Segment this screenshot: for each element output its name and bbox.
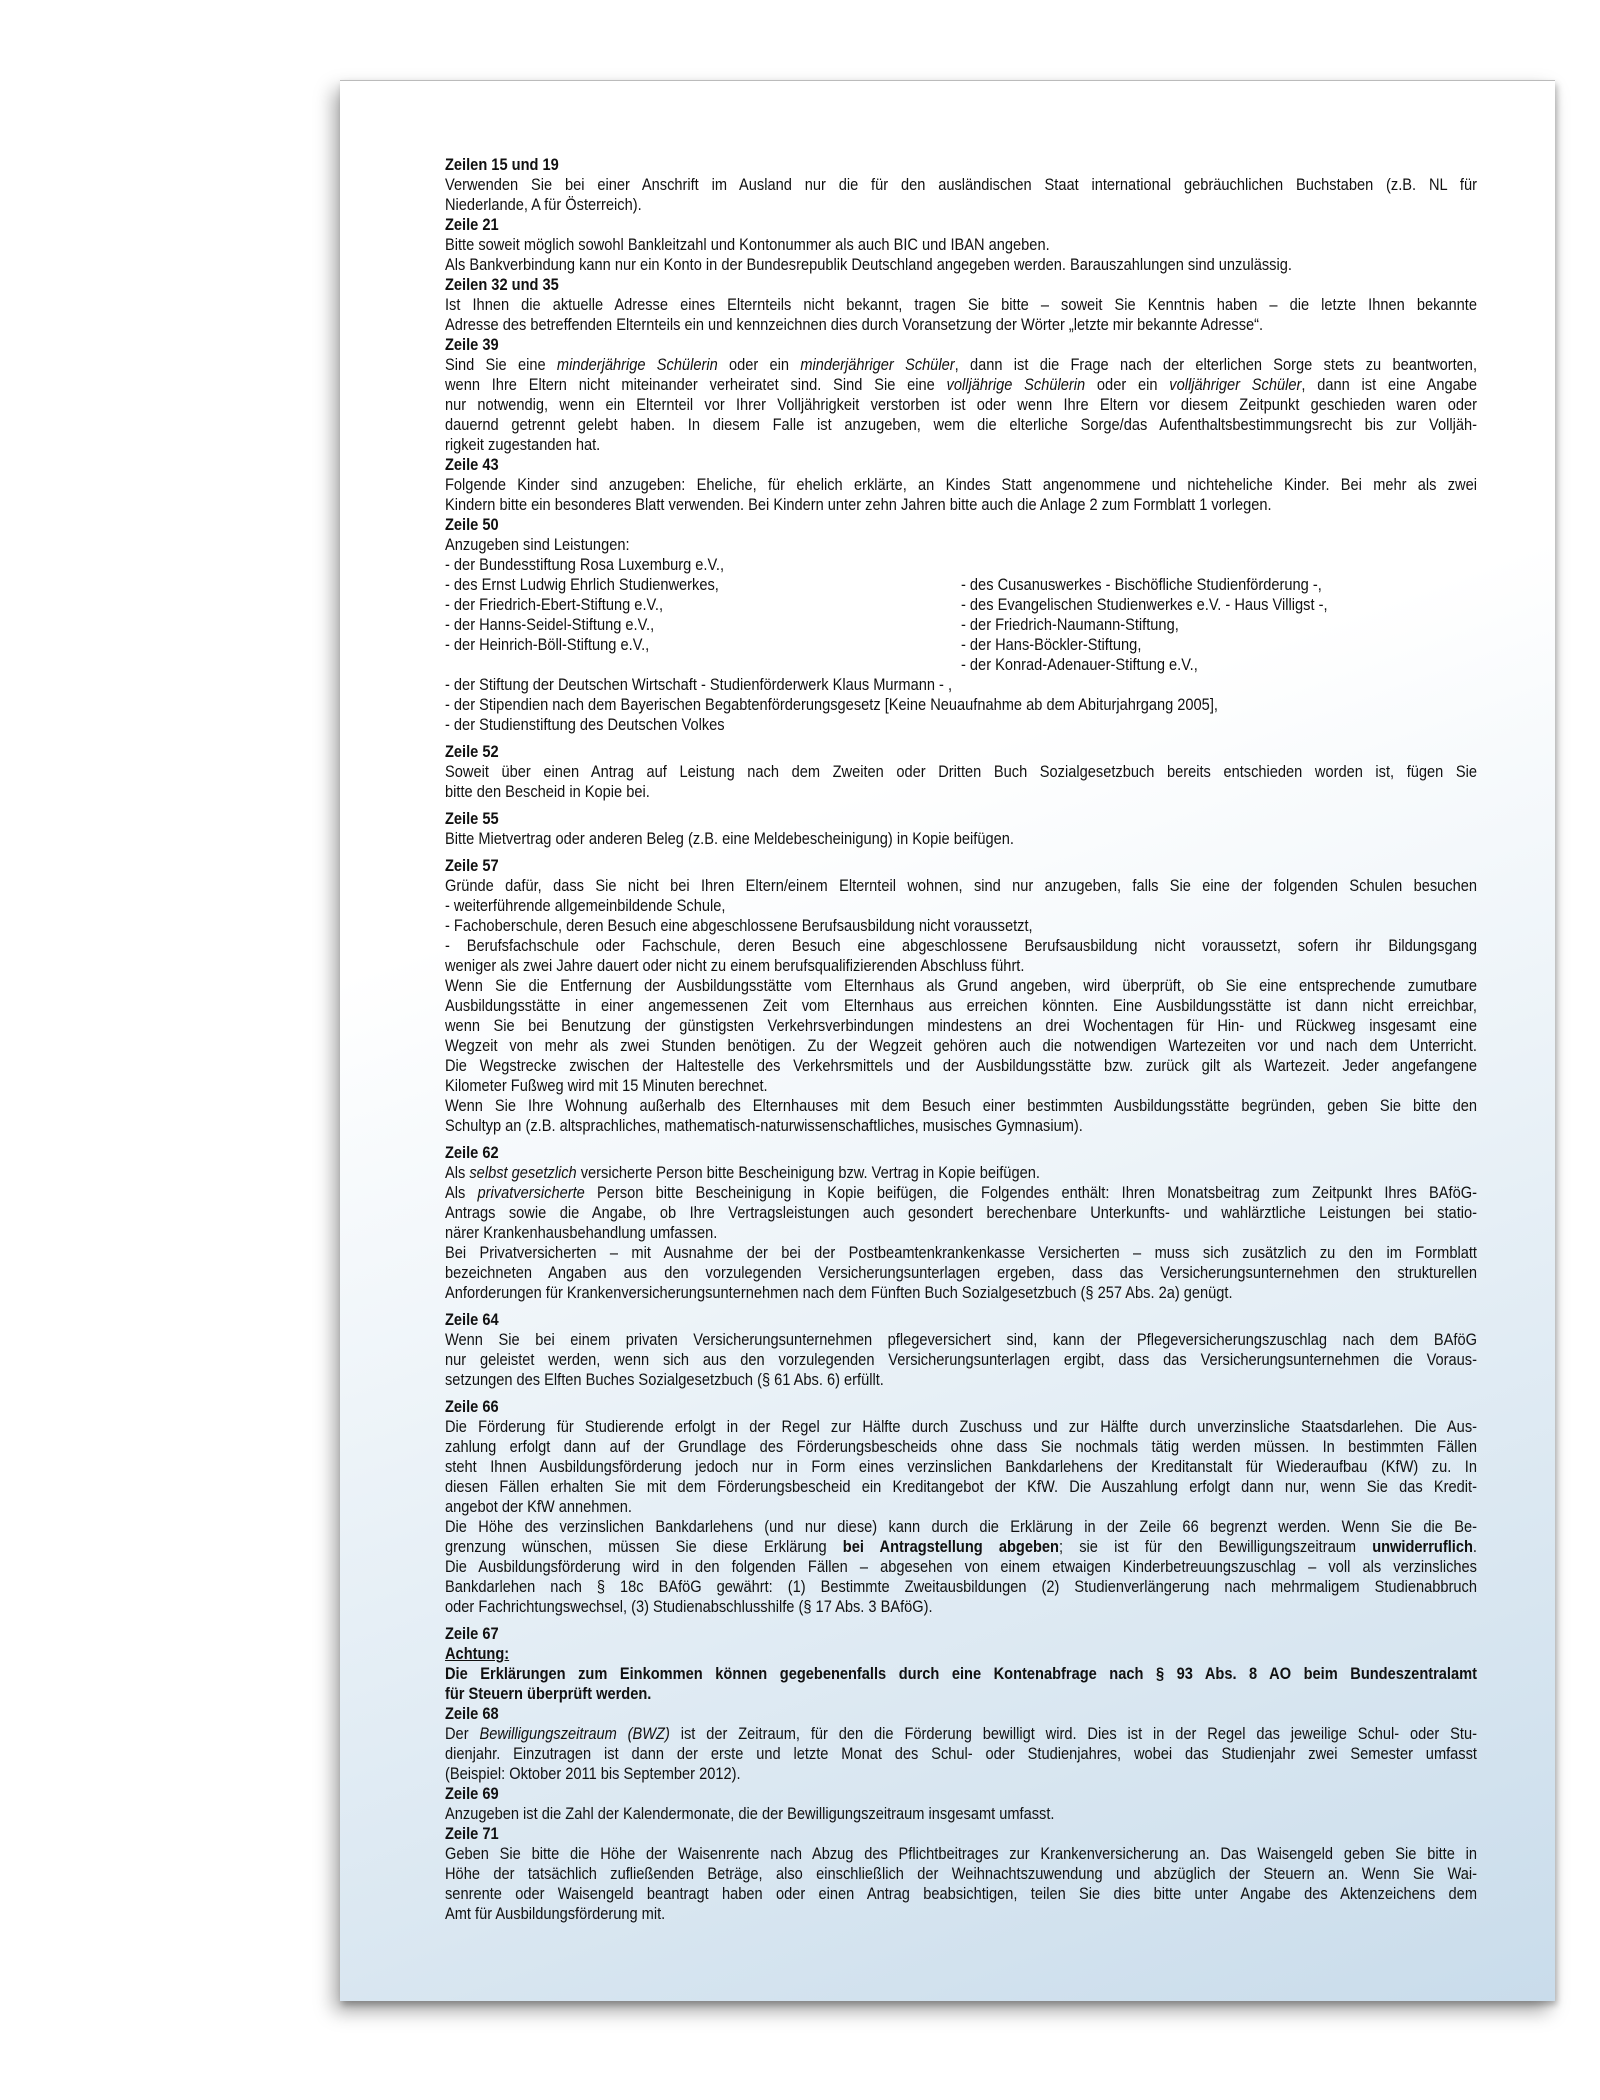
text-run: wenn Ihre Eltern nicht miteinander verheiratet sind. Sind Sie eine [445, 375, 947, 394]
text-line [445, 195, 1477, 215]
text-line [445, 1904, 1477, 1924]
text-run: Als Bankverbindung kann nur ein Konto in der Bundesrepublik Deutschland angegeben werden. Barauszahlungen sind unzulässig. [445, 255, 1292, 274]
text-run: ist der Zeitraum, für den die Förderung bewilligt wird. Dies ist in der Regel das jeweilige Schul- oder Stu- [669, 1724, 1477, 1743]
text-line [445, 1644, 1477, 1664]
text-line [445, 435, 1477, 455]
section-heading: Zeile 64 [445, 1310, 499, 1329]
section-zeile-52 [445, 742, 1477, 802]
text-line [445, 295, 1477, 315]
text-run: Gründe dafür, dass Sie nicht bei Ihren Eltern/einem Elternteil wohnen, sind nur anzugeben, falls Sie eine der folgenden Schulen besuchen [445, 876, 1477, 895]
text-line [445, 1764, 1477, 1784]
bold-text: für Steuern überprüft werden. [445, 1684, 652, 1703]
text-line [445, 1664, 1477, 1684]
text-run: Wenn Sie die Entfernung der Ausbildungsstätte vom Elternhaus als Grund angeben, wird überprüft, ob Sie eine entsprechende zumutbare [445, 976, 1477, 995]
text-line [445, 1203, 1477, 1223]
text-line [445, 1417, 1477, 1437]
text-line [445, 876, 1477, 896]
section-heading: Zeile 43 [445, 455, 499, 474]
text-line [445, 415, 1477, 435]
list-item: - der Hans-Böckler-Stiftung, [961, 635, 1142, 654]
text-line [445, 1864, 1477, 1884]
text-line [445, 1183, 1477, 1203]
text-run: Bitte soweit möglich sowohl Bankleitzahl und Kontonummer als auch BIC und IBAN angeben. [445, 235, 1050, 254]
section-zeile-68 [445, 1704, 1477, 1784]
text-run: Höhe der tatsächlich zufließenden Beträge, also einschließlich der Weihnachtszuwendung und abzüglich der Steuern an. Wenn Sie Wai- [445, 1864, 1477, 1883]
text-line [445, 782, 1477, 802]
text-line [445, 175, 1477, 195]
text-line [445, 1116, 1477, 1136]
text-run: Kindern bitte ein besonderes Blatt verwenden. Bei Kindern unter zehn Jahren bitte auch die Anlage 2 zum Formblatt 1 vorlegen. [445, 495, 1272, 514]
text-line [445, 1884, 1477, 1904]
list-column-right [961, 555, 1460, 675]
text-line [445, 1223, 1477, 1243]
text-line [445, 916, 1477, 936]
italic-text: volljähriger Schüler [1169, 375, 1302, 394]
text-line [445, 1844, 1477, 1864]
text-line [445, 315, 1477, 335]
text-line [445, 762, 1477, 782]
section-heading: Zeile 68 [445, 1704, 499, 1723]
text-line [445, 395, 1477, 415]
text-line [445, 1350, 1477, 1370]
text-line [445, 1597, 1477, 1617]
italic-text: selbst gesetzlich [469, 1163, 577, 1182]
bold-text: unwiderruflich [1372, 1537, 1473, 1556]
text-line [445, 1056, 1477, 1076]
text-line [445, 1517, 1477, 1537]
text-line [445, 936, 1477, 956]
text-line [445, 1457, 1477, 1477]
list-item: - des Cusanuswerkes - Bischöfliche Studienförderung -, [961, 575, 1322, 594]
text-line [445, 829, 1477, 849]
list-item: - der Heinrich-Böll-Stiftung e.V., [445, 635, 650, 654]
list-item: - der Friedrich-Ebert-Stiftung e.V., [445, 595, 664, 614]
text-run: Sind Sie eine [445, 355, 557, 374]
text-run: närer Krankenhausbehandlung umfassen. [445, 1223, 718, 1242]
bold-text: bei Antragstellung abgeben [842, 1537, 1059, 1556]
text-run: Anforderungen für Krankenversicherungsunternehmen nach dem Fünften Buch Sozialgesetzbuch (§ 257 Abs. 2a) genügt. [445, 1283, 1233, 1302]
section-zeile-57 [445, 856, 1477, 1136]
text-run: Bankdarlehen nach § 18c BAföG gewährt: (1) Bestimmte Zweitausbildungen (2) Studienverlängerung nach mehrmaligem Studienabbruch [445, 1577, 1477, 1596]
text-run: Soweit über einen Antrag auf Leistung nach dem Zweiten oder Dritten Buch Sozialgesetzbuch bereits entschieden worden ist, fügen Sie [445, 762, 1477, 781]
text-run: Ist Ihnen die aktuelle Adresse eines Elternteils nicht bekannt, tragen Sie bitte – soweit Sie Kenntnis haben – die letzte Ihnen bekannte [445, 295, 1477, 314]
text-run: diesen Fällen erhalten Sie mit dem Förderungsbescheid ein Kreditangebot der KfW. Die Auszahlung erfolgt dann nur, wenn Sie das Kredit- [445, 1477, 1477, 1496]
list-column-left [445, 555, 961, 675]
text-run: Bei Privatversicherten – mit Ausnahme der bei der Postbeamtenkrankenkasse Versicherten – muss sich zusätzlich zu den im Formblatt [445, 1243, 1477, 1262]
text-line [445, 1804, 1477, 1824]
text-run: angebot der KfW annehmen. [445, 1497, 632, 1516]
section-heading: Zeile 52 [445, 742, 499, 761]
text-run: Wenn Sie Ihre Wohnung außerhalb des Elternhauses mit dem Besuch einer bestimmten Ausbildungsstätte begründen, geben Sie bitte den [445, 1096, 1477, 1115]
text-run: bezeichneten Angaben aus den vorzulegenden Versicherungsunterlagen ergeben, dass das Versicherungsunternehmen den strukturellen [445, 1263, 1477, 1282]
text-run: Geben Sie bitte die Höhe der Waisenrente nach Abzug des Pflichtbeitrages zur Krankenversicherung an. Das Waisengeld geben Sie bitte in [445, 1844, 1477, 1863]
text-run: (Beispiel: Oktober 2011 bis September 2012). [445, 1764, 741, 1783]
text-line [445, 255, 1477, 275]
text-line [445, 1477, 1477, 1497]
text-run: Verwenden Sie bei einer Anschrift im Ausland nur die für den ausländischen Staat international gebräuchlichen Buchstaben (z.B. NL für [445, 175, 1477, 194]
list-item: - des Ernst Ludwig Ehrlich Studienwerkes, [445, 575, 719, 594]
text-run: Antrags sowie die Angabe, ob Ihre Vertragsleistungen auch gesondert berechenbare Unterkunfts- und wahlärztliche Leistungen bei statio- [445, 1203, 1477, 1222]
underlined-bold-text: Achtung: [445, 1644, 510, 1663]
text-line [445, 1283, 1477, 1303]
section-zeile-50 [445, 515, 1477, 735]
text-line [445, 475, 1477, 495]
italic-text: minderjähriger Schüler [800, 355, 955, 374]
text-run: Wegzeit von mehr als zwei Stunden benötigen. Zu der Wegzeit gehören auch die notwendigen Wartezeiten vor und nach dem Unterricht. [445, 1036, 1477, 1055]
text-run: - Fachoberschule, deren Besuch eine abgeschlossene Berufsausbildung nicht voraussetzt, [445, 916, 1033, 935]
text-run: Als [445, 1183, 478, 1202]
section-zeile-43 [445, 455, 1477, 515]
text-run: Ausbildungsstätte in einer angemessenen Zeit vom Elternhaus aus erreichen könnten. Eine Ausbildungsstätte ist dann nicht erreichbar, [445, 996, 1477, 1015]
section-zeilen-15-und-19 [445, 155, 1477, 215]
text-line [445, 956, 1477, 976]
list-item: - der Stipendien nach dem Bayerischen Begabtenförderungsgesetz [Keine Neuaufnahme ab dem Abiturjahrgang 2005], [445, 695, 1218, 714]
section-zeile-55 [445, 809, 1477, 849]
text-run: setzungen des Elften Buches Sozialgesetzbuch (§ 61 Abs. 6) erfüllt. [445, 1370, 884, 1389]
text-line [445, 1330, 1477, 1350]
text-run: nur geleistet werden, wenn sich aus den vorzulegenden Versicherungsunterlagen ergibt, dass das Versicherungsunternehmen die Voraus- [445, 1350, 1477, 1369]
text-line [445, 1036, 1477, 1056]
section-zeile-62 [445, 1143, 1477, 1303]
text-run: Als [445, 1163, 470, 1182]
text-run: Die Ausbildungsförderung wird in den folgenden Fällen – abgesehen von einem etwaigen Kinderbetreuungszuschlag – voll als verzinsliches [445, 1557, 1477, 1576]
text-line [445, 1577, 1477, 1597]
section-heading: Zeilen 15 und 19 [445, 155, 559, 174]
text-line [445, 1437, 1477, 1457]
text-run: zahlung erfolgt dann auf der Grundlage des Förderungsbescheids ohne dass Sie nochmals tätig werden müssen. In bestimmten Fällen [445, 1437, 1477, 1456]
text-run: steht Ihnen Ausbildungsförderung jedoch nur in Form eines verzinslichen Bankdarlehens der Kreditanstalt für Wiederaufbau (KfW) zu. In [445, 1457, 1477, 1476]
text-run: , dann ist eine Angabe [1301, 375, 1477, 394]
text-run: oder ein [1085, 375, 1170, 394]
text-line [445, 1497, 1477, 1517]
text-line [445, 1684, 1477, 1704]
section-zeile-64 [445, 1310, 1477, 1390]
text-line [445, 1076, 1477, 1096]
text-line [445, 996, 1477, 1016]
text-run: Die Höhe des verzinslichen Bankdarlehens (und nur diese) kann durch die Erklärung in der Zeile 66 begrenzt werden. Wenn Sie die Be- [445, 1517, 1477, 1536]
section-heading: Zeilen 32 und 35 [445, 275, 559, 294]
text-run: dienjahr. Einzutragen ist dann der erste und letzte Monat des Schul- oder Studienjahres, wobei das Studienjahr zwei Semester umfasst [445, 1744, 1477, 1763]
text-line [445, 1263, 1477, 1283]
text-run: Schultyp an (z.B. altsprachliches, mathematisch-naturwissenschaftliches, musisches Gymnasium). [445, 1116, 1083, 1135]
text-run: Der [445, 1724, 480, 1743]
document-preview [340, 80, 1555, 2010]
text-run: - weiterführende allgemeinbildende Schule, [445, 896, 726, 915]
text-line [445, 1537, 1477, 1557]
text-line [445, 1243, 1477, 1263]
text-run: ; sie ist für den Bewilligungszeitraum [1058, 1537, 1373, 1556]
text-run: oder ein [717, 355, 801, 374]
text-line [445, 1096, 1477, 1116]
bold-text: Die Erklärungen zum Einkommen können gegebenenfalls durch eine Kontenabfrage nach § 93 Abs. 8 AO beim Bundeszentralamt [445, 1664, 1477, 1683]
text-line [445, 375, 1477, 395]
list-item: - des Evangelischen Studienwerkes e.V. - Haus Villigst -, [961, 595, 1328, 614]
section-heading: Zeile 71 [445, 1824, 499, 1843]
section-heading: Zeile 39 [445, 335, 499, 354]
list-item: - der Hanns-Seidel-Stiftung e.V., [445, 615, 655, 634]
text-run: Kilometer Fußweg wird mit 15 Minuten berechnet. [445, 1076, 768, 1095]
text-run: rigkeit zugestanden hat. [445, 435, 601, 454]
text-line [445, 1016, 1477, 1036]
section-zeile-21 [445, 215, 1477, 275]
section-heading: Zeile 69 [445, 1784, 499, 1803]
text-run: grenzung wünschen, müssen Sie diese Erklärung [445, 1537, 843, 1556]
text-run: Die Wegstrecke zwischen der Haltestelle des Verkehrsmittels und der Ausbildungsstätte bzw. zurück gilt als Wartezeit. Jeder angefangene [445, 1056, 1477, 1075]
text-run: wenn Sie bei Benutzung der günstigsten Verkehrsverbindungen mindestens an drei Wochentagen für Hin- und Rückweg insgesamt eine [445, 1016, 1477, 1035]
text-run: Folgende Kinder sind anzugeben: Eheliche, für ehelich erklärte, an Kindes Statt angenommene und nichteheliche Kinder. Bei mehr als zwei [445, 475, 1477, 494]
text-line [445, 976, 1477, 996]
text-line [445, 495, 1477, 515]
text-line [445, 1724, 1477, 1744]
text-line [445, 355, 1477, 375]
section-zeile-39 [445, 335, 1477, 455]
italic-text: minderjährige Schülerin [556, 355, 718, 374]
list-item: - der Friedrich-Naumann-Stiftung, [961, 615, 1179, 634]
text-run: , dann ist die Frage nach der elterlichen Sorge stets zu beantworten, [954, 355, 1478, 374]
text-run: Amt für Ausbildungsförderung mit. [445, 1904, 666, 1923]
section-heading: Zeile 55 [445, 809, 499, 828]
text-run: Bitte Mietvertrag oder anderen Beleg (z.B. eine Meldebescheinigung) in Kopie beifügen. [445, 829, 1014, 848]
section-zeile-71 [445, 1824, 1477, 1924]
text-run: . [1472, 1537, 1477, 1556]
text-run: Wenn Sie bei einem privaten Versicherungsunternehmen pflegeversichert sind, kann der Pflegeversicherungszuschlag nach dem BAföG [445, 1330, 1477, 1349]
section-heading: Zeile 50 [445, 515, 499, 534]
text-line [445, 1557, 1477, 1577]
text-line [445, 1744, 1477, 1764]
text-run: nur notwendig, wenn ein Elternteil vor Ihrer Volljährigkeit verstorben ist oder wenn Ihre Eltern vor diesem Zeitpunkt geschieden waren oder [445, 395, 1477, 414]
section-zeile-66 [445, 1397, 1477, 1617]
text-line [445, 896, 1477, 916]
section-heading: Zeile 21 [445, 215, 499, 234]
text-run: Adresse des betreffenden Elternteils ein und kennzeichnen dies durch Voransetzung der Wörter „letzte mir bekannte Adresse“. [445, 315, 1264, 334]
text-run: bitte den Bescheid in Kopie bei. [445, 782, 650, 801]
italic-text: Bewilligungszeitraum (BWZ) [479, 1724, 670, 1743]
text-run: senrente oder Waisengeld beantragt haben oder einen Antrag beabsichtigen, teilen Sie dies bitte unter Angabe des Aktenzeichens dem [445, 1884, 1477, 1903]
section-heading: Zeile 67 [445, 1624, 499, 1643]
text-run: weniger als zwei Jahre dauert oder nicht zu einem berufsqualifizierenden Abschluss führt. [445, 956, 1025, 975]
text-run: Anzugeben ist die Zahl der Kalendermonate, die der Bewilligungszeitraum insgesamt umfasst. [445, 1804, 1055, 1823]
text-run: oder Fachrichtungswechsel, (3) Studienabschlusshilfe (§ 17 Abs. 3 BAföG). [445, 1597, 933, 1616]
italic-text: privatversicherte [477, 1183, 585, 1202]
text-run: dauernd getrennt gelebt haben. In diesem Falle ist anzugeben, wem die elterliche Sorge/das Aufenthaltsbestimmungsrecht bis zur Volljäh- [445, 415, 1477, 434]
text-line [445, 1163, 1477, 1183]
section-heading: Zeile 57 [445, 856, 499, 875]
text-run: Person bitte Bescheinigung in Kopie beifügen, die Folgendes enthält: Ihren Monatsbeitrag zum Zeitpunkt Ihres BAföG- [584, 1183, 1477, 1202]
list-item: - der Konrad-Adenauer-Stiftung e.V., [961, 655, 1198, 674]
text-run: versicherte Person bitte Bescheinigung bzw. Vertrag in Kopie beifügen. [576, 1163, 1040, 1182]
list-intro: Anzugeben sind Leistungen: [445, 535, 630, 554]
list-item: - der Bundesstiftung Rosa Luxemburg e.V., [445, 555, 725, 574]
section-heading: Zeile 66 [445, 1397, 499, 1416]
text-run: - Berufsfachschule oder Fachschule, deren Besuch eine abgeschlossene Berufsausbildung nicht voraussetzt, sofern ihr Bildungsgang [445, 936, 1477, 955]
section-zeilen-32-und-35 [445, 275, 1477, 335]
document-text-column [445, 155, 1477, 1924]
two-column-list [445, 555, 1477, 675]
list-item: - der Stiftung der Deutschen Wirtschaft - Studienförderwerk Klaus Murmann - , [445, 675, 953, 694]
text-run: Niederlande, A für Österreich). [445, 195, 642, 214]
text-run: Die Förderung für Studierende erfolgt in der Regel zur Hälfte durch Zuschuss und zur Hälfte durch unverzinsliche Staatsdarlehen. Die Aus- [445, 1417, 1477, 1436]
section-zeile-69 [445, 1784, 1477, 1824]
list-item: - der Studienstiftung des Deutschen Volkes [445, 715, 725, 734]
text-line [445, 1370, 1477, 1390]
section-heading: Zeile 62 [445, 1143, 499, 1162]
section-zeile-67 [445, 1624, 1477, 1704]
italic-text: volljährige Schülerin [946, 375, 1086, 394]
document-page [340, 80, 1555, 2001]
text-line [445, 235, 1477, 255]
